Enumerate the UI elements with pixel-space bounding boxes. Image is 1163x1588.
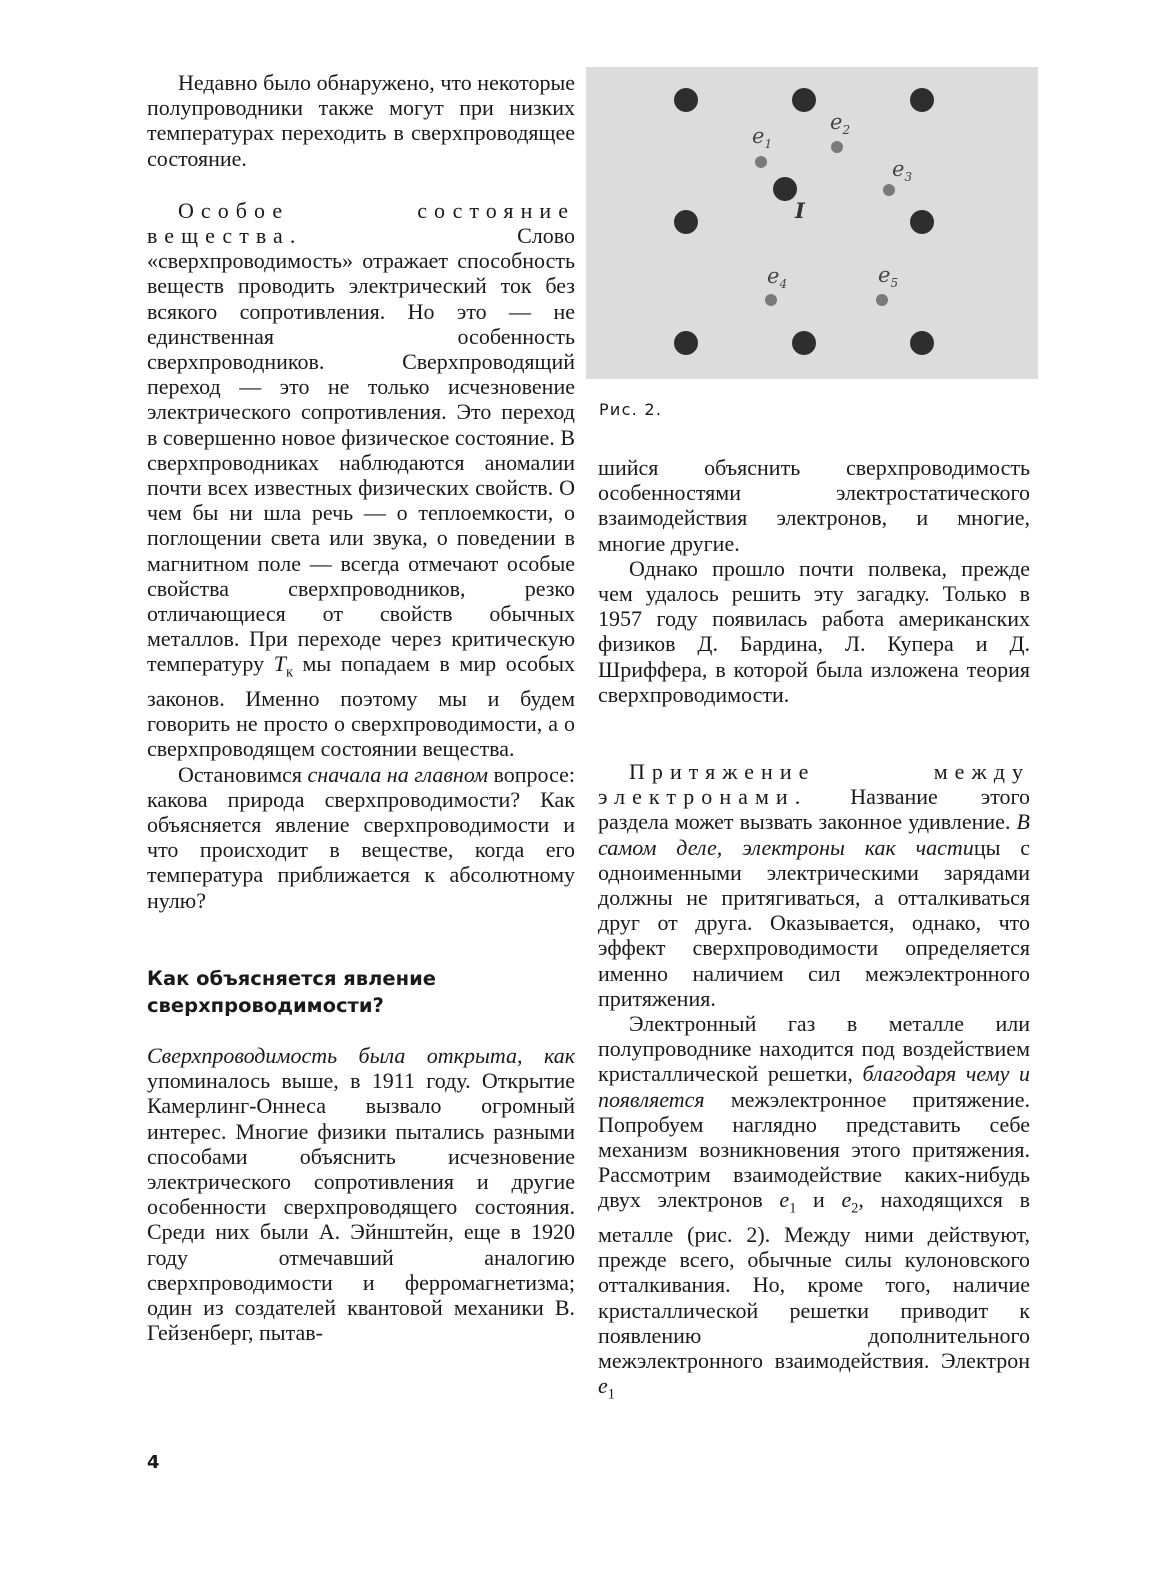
section-run-in-title: Притяжение между электронами. bbox=[598, 759, 1030, 810]
section-heading bbox=[147, 965, 575, 1019]
italic-phrase: сначала на главном bbox=[307, 761, 489, 787]
paragraph-text: мы попадаем в мир особых законов. Именно поэтому мы и будем говорить не просто о сверхпроводимости, а о сверхпроводящем состоянии вещества. bbox=[147, 651, 575, 762]
section-heading-line: Как объясняется явление bbox=[147, 966, 436, 990]
paragraph-attraction bbox=[598, 759, 1030, 1011]
left-column bbox=[147, 70, 575, 1345]
electron-label-e4: $e_4$ bbox=[767, 264, 788, 291]
figure-lattice bbox=[586, 67, 1038, 379]
italic-phrase: Сверхпроводимость была открыта, как bbox=[147, 1042, 575, 1068]
tk-subscript: к bbox=[285, 664, 293, 681]
paragraph-discovery bbox=[147, 1043, 575, 1345]
lattice-ion-central bbox=[773, 177, 797, 201]
page-number: 4 bbox=[147, 1452, 160, 1473]
right-column bbox=[598, 455, 1030, 1408]
paragraph-main-question bbox=[147, 762, 575, 913]
electron-e2 bbox=[831, 141, 843, 153]
electron-e3 bbox=[883, 184, 895, 196]
lattice-ion bbox=[674, 210, 698, 234]
electron-symbol: e bbox=[598, 1373, 608, 1399]
paragraph-half-century: Однако прошло почти полвека, прежде чем удалось решить эту загадку. Только в 1957 году появилась работа американских физиков Д. Бардина, Л. Купера и Д. Шриффера, в которой была изложена теория сверхпроводимости. bbox=[598, 555, 1030, 707]
paragraph-text: и bbox=[796, 1187, 842, 1213]
paragraph-text: , находящихся в металле (рис. 2). Между ними действуют, прежде всего, обычные силы кулоновского отталкивания. Но, кроме того, наличие кристаллической решетки приводит к появлению дополнительного межэлектронного взаимодействия. Электрон bbox=[598, 1187, 1030, 1374]
lattice-ion bbox=[910, 331, 934, 355]
paragraph-continuation: шийся объяснить сверхпроводимость особенностями электростатического взаимодействия электронов, и многие, многие другие. bbox=[598, 455, 1030, 556]
italic-phrase: благодаря чему и появляется bbox=[598, 1061, 1030, 1112]
electron-label-e3: $e_3$ bbox=[892, 157, 913, 184]
electron-symbol: e bbox=[841, 1187, 852, 1213]
paragraph-text: Слово «сверхпроводимость» отражает способность веществ проводить электрический ток без всякого сопротивления. Но это — не единственная особенность сверхпроводников. Сверхпроводящий переход — это не только исчезновение электрического сопротивления. Это переход в совершенно новое физическое состояние. В сверхпроводниках наблюдаются аномалии почти всех известных физических свойств. О чем бы ни шла речь — о теплоемкости, о поглощении света или звука, о поведении в магнитном поле — всегда отмечают особые свойства сверхпроводников, резко отличающиеся от свойств обычных металлов. При переходе через критическую температуру bbox=[147, 223, 575, 677]
ion-label: I bbox=[795, 198, 805, 223]
lattice-ion bbox=[910, 210, 934, 234]
electron-e5 bbox=[876, 294, 888, 306]
electron-e4 bbox=[765, 294, 777, 306]
section-run-in-title: Особое состояние вещества. bbox=[147, 197, 575, 249]
paragraph-intro: Недавно было обнаружено, что некоторые полупроводники также могут при низких температурах переходить в сверхпроводящее состояние. bbox=[147, 70, 575, 171]
lattice-ion bbox=[792, 331, 816, 355]
lattice-ion bbox=[792, 88, 816, 112]
electron-subscript: 1 bbox=[607, 1386, 615, 1403]
paragraph-text: межэлектронное притяжение. Попробуем наглядно представить себе механизм возникновения этого притяжения. Рассмотрим взаимодействие каких-нибудь двух электронов bbox=[598, 1086, 1030, 1213]
electron-label-e2: $e_2$ bbox=[830, 110, 851, 137]
figure-caption: Рис. 2. bbox=[599, 400, 663, 419]
paragraph-text: вопросе: какова природа сверхпроводимости? Как объясняется явление сверхпроводимости и что происходит в веществе, когда его температура приближается к абсолютному нулю? bbox=[147, 761, 575, 913]
italic-phrase: В самом деле, электроны как части bbox=[598, 809, 1030, 860]
lattice-diagram bbox=[586, 67, 1038, 379]
paragraph-text: упоминалось выше, в 1911 году. Открытие Камерлинг-Оннеса вызвало огромный интерес. Многие физики пытались разными способами объяснить исчезновение электрического сопротивления и другие особенности сверхпроводящего состояния. Среди них были А. Эйнштейн, еще в 1920 году отмечавший аналогию сверхпроводимости и ферромагнетизма; один из создателей квантовой механики В. Гейзенберг, пытав- bbox=[147, 1068, 575, 1346]
electron-subscript: 2 bbox=[851, 1200, 859, 1217]
electron-label-e1: $e_1$ bbox=[752, 124, 773, 151]
paragraph-electron-gas bbox=[598, 1011, 1030, 1408]
paragraph-text: Электронный газ в металле или полупроводнике находится под воздействием кристаллической решетки, bbox=[598, 1011, 1030, 1087]
section-heading-line: сверхпроводимости? bbox=[147, 993, 384, 1017]
paragraph-text: цы с одноименными электрическими зарядами должны не притягиваться, а отталкиваться друг от друга. Оказывается, однако, что эффект сверхпроводимости определяется именно наличием сил межэлектронного притяжения. bbox=[598, 834, 1030, 1011]
figure-background bbox=[586, 67, 1038, 379]
paragraph-text: Остановимся bbox=[178, 761, 308, 787]
paragraph-special-state bbox=[147, 198, 575, 762]
lattice-ion bbox=[674, 88, 698, 112]
electron-symbol: e bbox=[779, 1187, 790, 1213]
electron-subscript: 1 bbox=[789, 1200, 797, 1217]
electron-label-e5: $e_5$ bbox=[878, 263, 899, 290]
tk-symbol: T bbox=[273, 651, 286, 677]
lattice-ion bbox=[910, 88, 934, 112]
paragraph-text: Название этого раздела может вызвать законное удивление. bbox=[598, 784, 1030, 835]
lattice-ion bbox=[674, 331, 698, 355]
electron-e1 bbox=[755, 156, 767, 168]
